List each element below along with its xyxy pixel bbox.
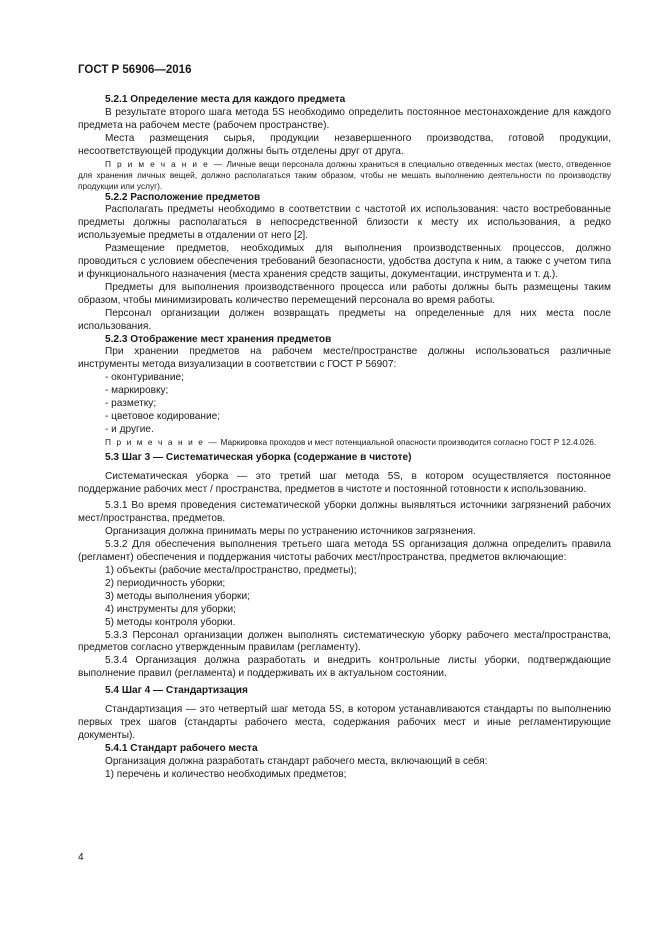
list-item: - маркировку;: [105, 385, 169, 397]
section-5-2-3-title: 5.2.3 Отображение мест хранения предметов: [105, 333, 332, 345]
paragraph: 5.3.4 Организация должна разработать и внедрить контрольные листы уборки, подтверждающие выполнение правил (регламента) и поддерживать их в актуальном состоянии.: [78, 655, 611, 680]
document-header: ГОСТ Р 56906—2016: [78, 64, 192, 76]
list-item: 3) методы выполнения уборки;: [105, 590, 250, 602]
list-item: - и другие.: [105, 423, 154, 435]
paragraph: Стандартизация — это четвертый шаг метода 5S, в котором устанавливаются стандарты по выполнению первых трех шагов (стандарты рабочего места, содержания рабочих мест и иные регламентирующие документы).: [78, 704, 611, 741]
list-item: - оконтуривание;: [105, 372, 184, 384]
paragraph: Размещение предметов, необходимых для выполнения производственных процессов, должно проводиться с условием обеспечения требований безопасности, удобства доступа к ним, а также с учетом типа и функционального назначения (места хранения средств защиты, документации, инструмента и т. д.).: [78, 243, 611, 280]
document-body: [78, 94, 611, 782]
paragraph: Предметы для выполнения производственного процесса или работы должны быть размещены таким образом, чтобы минимизировать количество перемещений персонала во время работы.: [78, 281, 611, 306]
page-number: 4: [78, 852, 84, 863]
note-label: П р и м е ч а н и е —: [105, 436, 219, 447]
note-label: П р и м е ч а н и е —: [105, 158, 224, 169]
paragraph: 5.3.1 Во время проведения систематической уборки должны выявляться источники загрязнений рабочих мест/пространства, предметов.: [78, 500, 611, 525]
paragraph: При хранении предметов на рабочем месте/пространстве должны использоваться различные инструменты метода визуализации в соответствии с ГОСТ Р 56907:: [78, 346, 611, 371]
paragraph: Организация должна принимать меры по устранению источников загрязнения.: [105, 526, 476, 538]
list-item: 5) методы контроля уборки.: [105, 616, 236, 628]
section-5-4-title: 5.4 Шаг 4 — Стандартизация: [105, 685, 248, 697]
paragraph: Места размещения сырья, продукции незавершенного производства, готовой продукции, несоответствующей продукции должны быть отделены друг от друга.: [78, 132, 611, 157]
list-item: 2) периодичность уборки;: [105, 577, 226, 589]
paragraph: 5.3.2 Для обеспечения выполнения третьего шага метода 5S организация должна определить правила (регламент) обеспечения и поддержания чистоты рабочих мест/пространства, предметов включающие:: [78, 539, 611, 564]
paragraph: Располагать предметы необходимо в соответствии с частотой их использования: часто востребованные предметы должны располагаться в непосредственной близости к месту их использования, а редко используемые предметы в отдалении от него [2].: [78, 204, 611, 242]
paragraph: В результате второго шага метода 5S необходимо определить постоянное местонахождение для каждого предмета на рабочем месте (рабочем пространстве).: [78, 106, 611, 131]
list-item: 1) перечень и количество необходимых предметов;: [105, 768, 347, 780]
paragraph: 5.3.3 Персонал организации должен выполнять систематическую уборку рабочего места/пространства, предметов согласно утвержденным правилам (регламенту).: [78, 629, 611, 654]
note: [78, 437, 611, 448]
section-5-4-1-title: 5.4.1 Стандарт рабочего места: [105, 742, 258, 754]
note-text: Маркировка проходов и мест потенциальной опасности производится согласно ГОСТ Р 12.4.026.: [218, 436, 597, 447]
list-item: 1) объекты (рабочие места/пространство, предметы);: [105, 565, 357, 576]
section-5-2-2-title: 5.2.2 Расположение предметов: [105, 191, 261, 203]
note: [78, 159, 611, 192]
section-5-3-title: 5.3 Шаг 3 — Систематическая уборка (содержание в чистоте): [105, 451, 412, 463]
paragraph: Персонал организации должен возвращать предметы на определенные для них места после использования.: [78, 307, 611, 332]
note-text: Личные вещи персонала должны храниться в специально отведенных местах (место, отведенное для хранения личных вещей, должно располагаться таким образом, чтобы не мешать выполнению деятельности по производству продукции или услуг).: [78, 158, 611, 191]
paragraph: Систематическая уборка — это третий шаг метода 5S, в котором осуществляется постоянное поддержание рабочих мест / пространства, предметов в чистоте и постоянной готовности к использованию.: [78, 470, 611, 495]
list-item: 4) инструменты для уборки;: [105, 603, 236, 615]
list-item: - разметку;: [105, 398, 157, 410]
paragraph: Организация должна разработать стандарт рабочего места, включающий в себя:: [105, 755, 488, 767]
section-5-2-1-title: 5.2.1 Определение места для каждого предмета: [105, 94, 346, 105]
list-item: - цветовое кодирование;: [105, 410, 221, 422]
